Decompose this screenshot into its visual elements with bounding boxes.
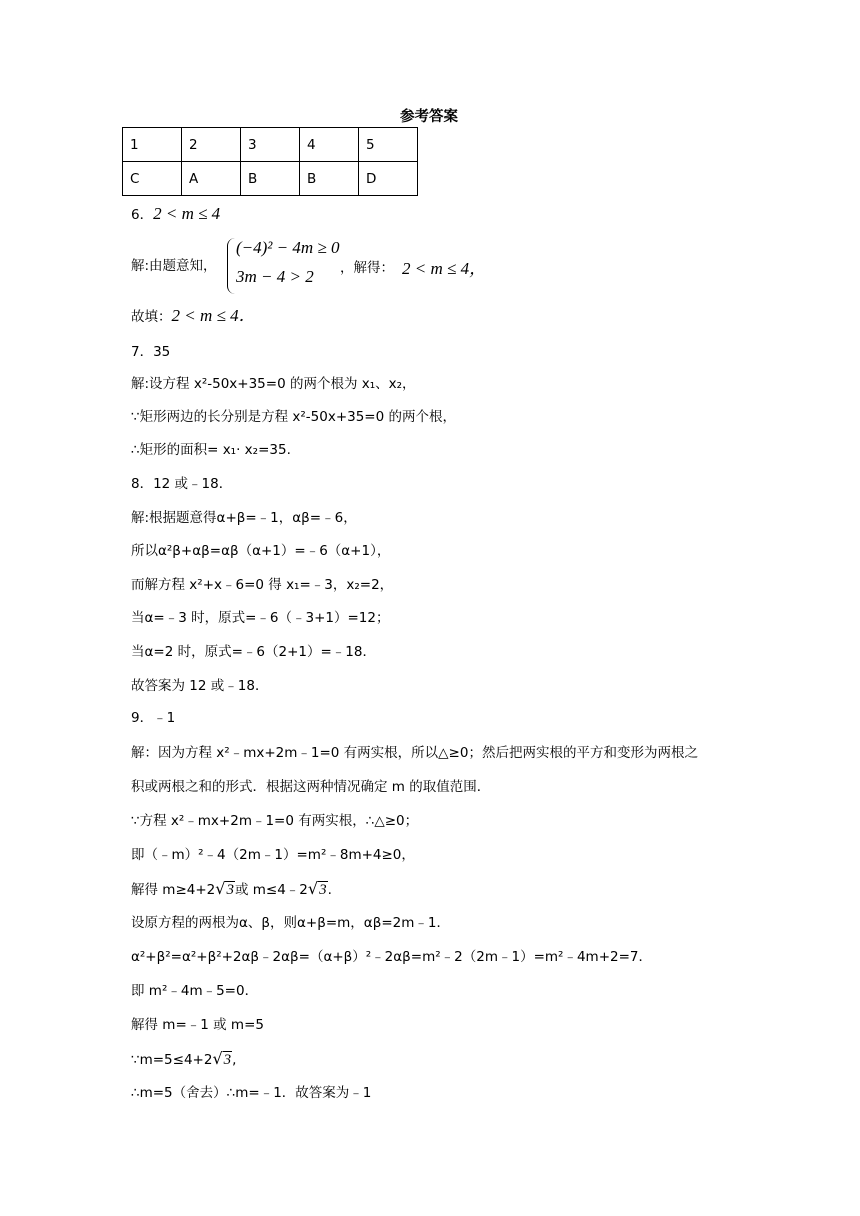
q6-solution-mid: ，解得：	[340, 260, 394, 276]
table-cell: B	[241, 162, 300, 196]
page-title: 参考答案	[400, 109, 458, 125]
text-segment: ∵m=5≤4+2	[131, 1052, 213, 1068]
system-equation-2: 3m − 4 > 2	[236, 267, 314, 286]
q6-heading	[131, 204, 220, 225]
q8-heading: 8．12 或﹣18．	[131, 476, 233, 492]
q6-fill	[131, 306, 256, 327]
table-cell: 3	[241, 128, 300, 162]
sqrt-symbol: √	[212, 1049, 223, 1068]
question-number: 6．	[131, 207, 154, 223]
sqrt-symbol: √	[307, 879, 319, 898]
text-segment: .	[327, 882, 332, 898]
text-segment: 或 m≤4﹣2	[234, 882, 308, 898]
q8-line-3: 而解方程 x²+x﹣6=0 得 x₁=﹣3，x₂=2，	[131, 577, 394, 593]
q9-line-10	[131, 1049, 236, 1070]
q9-heading: 9．﹣1	[131, 710, 176, 726]
q8-line-2: 所以α²β+αβ=αβ（α+1）=﹣6（α+1），	[131, 543, 391, 559]
q6-solution-prefix: 解:由题意知，	[131, 258, 217, 274]
q7-line-2: ∵矩形两边的长分别是方程 x²-50x+35=0 的两个根，	[131, 409, 457, 425]
table-cell: 4	[300, 128, 359, 162]
table-cell: 5	[359, 128, 418, 162]
sqrt-expression	[215, 879, 235, 900]
q9-line-6: 设原方程的两根为α、β，则α+β=m，αβ=2m﹣1．	[131, 915, 450, 931]
sqrt-radicand: 3	[223, 1052, 232, 1068]
q6-answer: 2 < m ≤ 4	[153, 204, 221, 223]
table-cell: 1	[123, 128, 182, 162]
sqrt-radicand: 3	[319, 882, 327, 898]
q9-line-7: α²+β²=α²+β²+2αβ﹣2αβ=（α+β）²﹣2αβ=m²﹣2（2m﹣1）=m²﹣4m+2=7．	[131, 949, 652, 965]
q9-line-1: 解：因为方程 x²﹣mx+2m﹣1=0 有两实根，所以△≥0；然后把两实根的平方和变形为两根之	[131, 745, 698, 761]
q6-solution-result: 2 < m ≤ 4，	[402, 259, 487, 278]
table-row	[123, 128, 418, 162]
sqrt-expression	[212, 1049, 232, 1070]
text-segment: ,	[232, 1052, 237, 1068]
answer-table	[122, 127, 418, 196]
table-cell: C	[123, 162, 182, 196]
table-cell: A	[182, 162, 241, 196]
q9-line-8: 即 m²﹣4m﹣5=0．	[131, 983, 259, 999]
q8-line-4: 当α=﹣3 时，原式=﹣6（﹣3+1）=12；	[131, 610, 390, 626]
sqrt-expression	[308, 879, 328, 900]
q9-line-4: 即（﹣m）²﹣4（2m﹣1）=m²﹣8m+4≥0，	[131, 847, 415, 863]
text-segment: 解得 m≥4+2	[131, 882, 216, 898]
q9-line-11: ∴m=5（舍去）∴m=﹣1．故答案为﹣1	[131, 1085, 372, 1101]
fill-result: 2 < m ≤ 4．	[171, 306, 256, 325]
sqrt-symbol: √	[215, 879, 226, 898]
q8-line-6: 故答案为 12 或﹣18．	[131, 678, 269, 694]
q9-line-2: 积或两根之和的形式．根据这两种情况确定 m 的取值范围．	[131, 779, 491, 795]
table-cell: 2	[182, 128, 241, 162]
q7-line-3: ∴矩形的面积= x₁· x₂=35.	[131, 442, 291, 458]
table-cell: B	[300, 162, 359, 196]
fill-prefix: 故填：	[131, 309, 172, 325]
q8-line-5: 当α=2 时，原式=﹣6（2+1）=﹣18．	[131, 644, 376, 660]
q7-heading: 7．35	[131, 344, 171, 360]
system-equation-1: (−4)² − 4m ≥ 0	[236, 238, 340, 257]
q8-line-1: 解:根据题意得α+β=﹣1，αβ=﹣6，	[131, 510, 357, 526]
q9-line-3: ∵方程 x²﹣mx+2m﹣1=0 有两实根，∴△≥0；	[131, 813, 419, 829]
table-row	[123, 162, 418, 196]
q7-line-1: 解:设方程 x²-50x+35=0 的两个根为 x₁、x₂，	[131, 376, 416, 392]
table-cell: D	[359, 162, 418, 196]
q9-line-5	[131, 879, 332, 900]
q9-line-9: 解得 m=﹣1 或 m=5	[131, 1017, 264, 1033]
sqrt-radicand: 3	[226, 882, 234, 898]
